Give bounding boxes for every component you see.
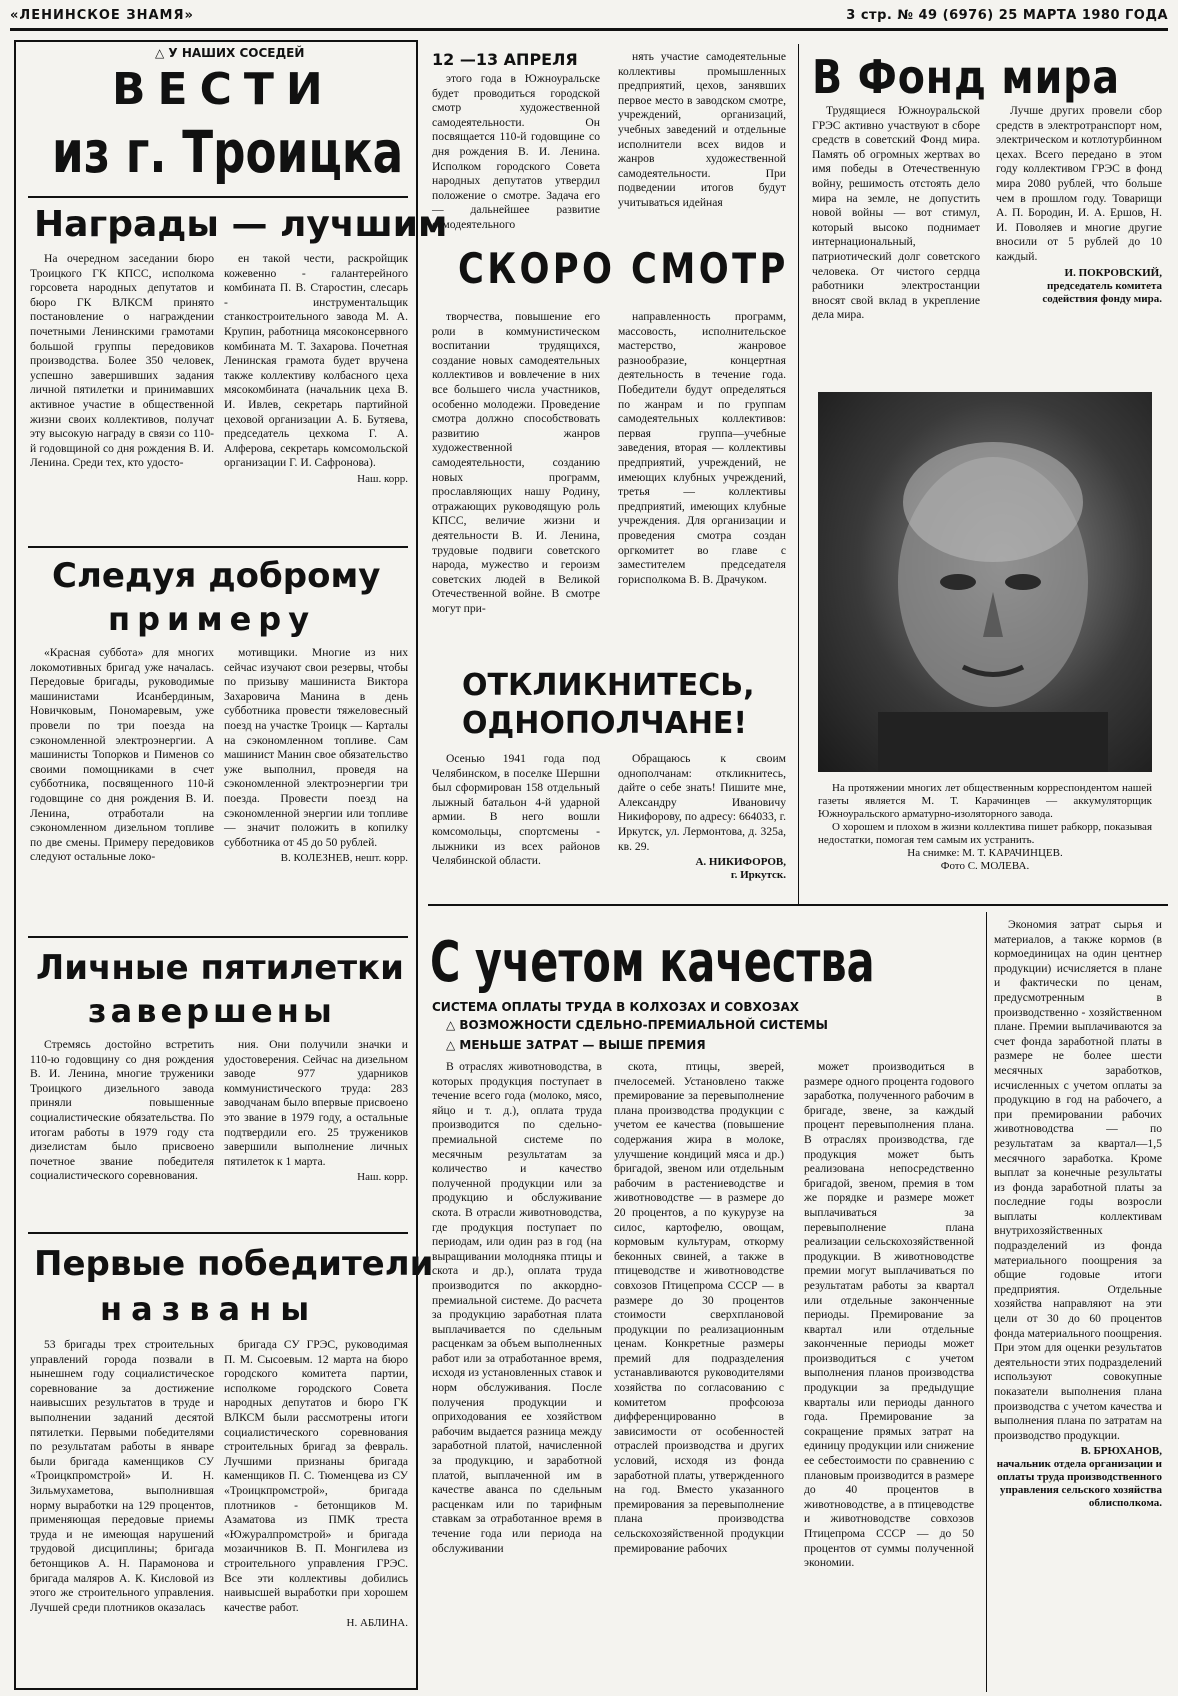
smotr-title: СКОРО СМОТР [458, 244, 789, 293]
article-title-primeru: примеру [108, 600, 317, 638]
divider [798, 44, 799, 904]
odnop-col1 [432, 752, 600, 871]
photo-caption [818, 782, 1152, 873]
signature-name: А. НИКИФОРОВ, [695, 856, 786, 869]
kach-subtitle: △ ВОЗМОЖНОСТИ СДЕЛЬНО-ПРЕМИАЛЬНОЙ СИСТЕМЫ [446, 1018, 828, 1032]
paragraph: «Красная суббота» для многих локомотивных бригад уже началась. Передовые бригады, руководимые машинистами Исанбердиным, Новичковым, Пономаревым, уже провели по три поезда на сэкономленной электроэнергии. А машинисты Топорков и Пименов со своими помощниками в счет субботника, посвященного 110-й годовщине со дня рождения В. И. Ленина, отработали на сэкономленном дизельном топливе по две смены. Примеру передовиков следуют остальные локо- [30, 646, 214, 864]
headline-troitsk: из г. Троицка [52, 118, 404, 186]
fond-col1 [812, 104, 980, 325]
divider [28, 936, 408, 938]
section-kicker: △ У НАШИХ СОСЕДЕЙ [155, 46, 305, 60]
kach-col1 [432, 1060, 602, 1558]
article-lichnye-col2 [224, 1038, 408, 1184]
paragraph: Осенью 1941 года под Челябинском, в поселке Шершни был сформирован 158 отдельный лыжный батальон 4-й ударной армии. В него вошли комсомольцы, спортсмены - лыжники из всех районов Челябинской области. [432, 752, 600, 868]
paragraph: В отраслях животноводства, в которых продукция поступает в течение всего года (молоко, мясо, яйцо и т. д.), оплата труда производится по сдельно-премиальной системе по месячным результатам за количество и качество полученной продукции или за продукцию и обслуживание скота. В отрасли животноводства, где продукция поступает по периодам, или один раз в год (на выращивании молодняка птицы и скота и др.), оплата труда производится по аккордно-премиальной системе. До расчета за продукцию заработная плата выплачивается по сдельным расценкам за объем выполненных работ или за отработанное время, исходя из установленных ставок и норм обслуживания. После получения продукции и оприходования ее хозяйством рабочим выдается разница между заработной платой, начисленной за продукцию, и заработной платой, выплаченной им в качестве аванса по сдельным расценкам или по тарифным ставкам за отработанное время в течение года или периода на обслуживании [432, 1060, 602, 1555]
odnop-title1: ОТКЛИКНИТЕСЬ, [462, 668, 755, 703]
paragraph: Стремясь достойно встретить 110-ю годовщину со дня рождения В. И. Ленина, многие труженики Троицкого дизельного завода приняли повышенные социалистические обязательства. По итогам работы в 1979 году ста дизелистам было присвоено почетное звание победителя социалистического соревнования. [30, 1038, 214, 1183]
caption-text: О хорошем и плохом в жизни коллектива пишет рабкорр, показывая недостатки, помогая тем самым их устранить. [818, 821, 1152, 846]
paragraph: может производиться в размере одного процента годового заработка, полученного рабочим в бригаде, звене, за каждый процент перевыполнения плана. В отраслях производства, где продукция может быть реализована непосредственно бригадой, звеном, премия в том же порядке и размере может выплачиваться за перевыполнение плана реализации сельскохозяйственной продукции. В животноводстве премии могут выплачиваться по результатам работы за квартал или отдельные законченные периоды. Премирование за квартал или отдельные законченные периоды может производиться с учетом выполнения планов производства продукции за предыдущие кварталы или периоды данного года. Премирование за сокращение прямых затрат на единицу продукции или снижение ее себестоимости по сравнению с плановым производится в размере до 40 процентов в животноводстве, а в птицеводстве и животноводстве совхозов Птицепрома СССР — до 50 процентов от суммы полученной экономии. [804, 1060, 974, 1570]
issue-info: 3 стр. № 49 (6976) 25 МАРТА 1980 ГОДА [846, 8, 1168, 23]
signature-role: начальник отдела организации и оплаты труда производственного управления сельского хозяйства облисполкома. [996, 1458, 1162, 1510]
byline: Наш. корр. [357, 1171, 408, 1184]
paragraph: бригада СУ ГРЭС, руководимая П. М. Сысоевым. 12 марта на бюро городского комитета партии, исполкоме городского Совета народных депутатов и бюро ГК ВЛКСМ были рассмотрены итоги социалистического соревнования строительных бригад за февраль. Лучшими признаны бригада каменщиков П. С. Тюменцева из СУ «Троицкпромстрой», бригада плотников - бетонщиков М. Азаматова из ПМК треста «Южуралпромстрой» и бригада мозаичников В. П. Монгилева из строительного управления ГРЭС. Все эти коллективы добились наивысшей выработки при хорошем качестве работ. [224, 1338, 408, 1614]
article-title-pervye: Первые победители [34, 1244, 434, 1284]
article-sleduya-col1 [30, 646, 214, 867]
paragraph: мотивщики. Многие из них сейчас изучают свои резервы, чтобы по призыву машиниста Виктора Захаровича Манина в день субботника провести тяжеловесный поезд на участке Троицк — Карталы на сэкономленном топливе. Сам машинист Манин свое обязательство уже выполнил, проведя на сэкономленной электроэнергии три поезда. Провести поезд на сэкономленной энергии или топливе — значит положить в копилку субботника от 45 до 50 рублей. [224, 646, 408, 849]
article-pervye-col2 [224, 1338, 408, 1630]
article-title-nazvany: названы [100, 1290, 319, 1328]
paragraph: творчества, повышение его роли в коммунистическом воспитании трудящихся, создание новых самодеятельных коллективов и вовлечение в них все большего числа участников, особенно молодежи. Проведение смотра должно способствовать развитию жанров художественной самодеятельности, созданию новых программ, прославляющих нашу Родину, отражающих руководящую роль КПСС, величие жизни и деятельности В. И. Ленина, трудовые подвиги советского народа, мужество и героизм советских людей в Великой Отечественной войне. В смотре могут при- [432, 310, 600, 615]
smotr-top-col2 [618, 50, 786, 213]
article-title-nagrady: Награды — лучшим [34, 204, 448, 245]
byline [994, 1445, 1162, 1510]
portrait-photo [818, 392, 1152, 772]
paragraph: Экономия затрат сырья и материалов, а также кормов (в кормоединицах на один центнер продукции) исчисляется в плане и фактически по ценам, предусмотренным в производственно - хозяйственном плане. Премии выплачиваются за счет фонда заработной платы в размере не более шести месячных заработков, исчисленных с учетом оплаты за продукцию в год на рабочего, а при премировании рабочих животноводства — по результатам за квартал—1,5 месячного заработка. Кроме выплат за конечные результаты из фонда заработной платы за последние годы возросли выплаты коллективам внутрихозяйственных подразделений из фонда материального поощрения за общие годовые итоги предприятия. Отдельные хозяйства направляют на эти цели от 30 до 60 процентов фонда материального поощрения. При этом для оценки результатов деятельности этих подразделений используют совокупные показатели выполнения плана производства с учетом качества и выполнения плана по затратам на производство продукции. [994, 918, 1162, 1442]
signature-name: И. ПОКРОВСКИЙ, [1064, 266, 1162, 279]
smotr-top-col1 [432, 72, 600, 235]
odnop-col2 [618, 752, 786, 882]
masthead [10, 6, 1168, 31]
paragraph: Обращаюсь к своим однополчанам: откликнитесь, дайте о себе знать! Пишите мне, Александру Ивановичу Никифорову, по адресу: 664033, г. Иркутск, ул. Лермонтова, д. 325а, кв. 29. [618, 752, 786, 853]
fond-col2 [996, 104, 1162, 306]
article-pervye-col1 [30, 1338, 214, 1617]
signature-role: председатель комитета содействия фонду мира. [1042, 279, 1162, 305]
smotr-date: 12 —13 АПРЕЛЯ [432, 50, 578, 69]
divider [986, 912, 987, 1692]
kach-col3 [804, 1060, 974, 1573]
kach-col4 [994, 918, 1162, 1510]
portrait-image [818, 392, 1152, 772]
paragraph: 53 бригады трех строительных управлений города позвали в нынешнем году социалистическое соревнование за достижение наивысших результатов в труде и выполнении заданий десятой пятилетки. Первыми победителями по результатам работы в январе были бригада каменщиков СУ «Троицкпромстрой» И. Н. Зильмухаметова, выполнившая норму выработки на 129 процентов, применяющая передовые приемы труда и не имеющая нарушений трудовой дисциплины; бригада бетонщиков А. Н. Парамонова и бригада маляров А. К. Кисловой из этого же строительного управления. Лучшей среди плотников оказалась [30, 1338, 214, 1614]
smotr-col1 [432, 310, 600, 618]
article-title-sleduya: Следуя доброму [52, 556, 381, 596]
divider [428, 904, 1168, 906]
article-lichnye-col1 [30, 1038, 214, 1186]
signature-place: г. Иркутск. [730, 869, 786, 882]
paragraph: этого года в Южноуральске будет проводиться городской смотр художественной самодеятельности. Он посвящается 110-й годовщине со дня рождения В. И. Ленина. Исполком городского Совета народных депутатов утвердил положение о смотре. Задача его — дальнейшее развитие самодеятельного [432, 72, 600, 231]
article-sleduya-col2 [224, 646, 408, 865]
caption-subject: На снимке: М. Т. КАРАЧИНЦЕВ. [907, 847, 1063, 859]
kach-subtitle: СИСТЕМА ОПЛАТЫ ТРУДА В КОЛХОЗАХ И СОВХОЗАХ [432, 1000, 800, 1014]
kach-subtitle: △ МЕНЬШЕ ЗАТРАТ — ВЫШЕ ПРЕМИЯ [446, 1038, 706, 1052]
divider [28, 1232, 408, 1234]
article-title-lichnye: Личные пятилетки [36, 948, 404, 988]
paragraph: Трудящиеся Южноуральской ГРЭС активно участвуют в сборе средств в советский Фонд мира. Память об огромных жертвах во имя победы в Отечественную войну, решимость отстоять дело мира на земле, не допустить новой войны — вот стимул, который высоко поднимает интернациональный, патриотический долг советского человека. От чистого сердца работники электростанции вносят свой вклад в укрепление дела мира. [812, 104, 980, 322]
paragraph: ния. Они получили значки и удостоверения. Сейчас на дизельном заводе 977 ударников коммунистического труда: 283 заводчанам было впервые присвоено это звание в 1979 году, а остальные подтвердили его. 25 тружеников завершили выполнение личных пятилеток к 1 марта. [224, 1038, 408, 1168]
paragraph: нять участие самодеятельные коллективы промышленных предприятий, цехов, занявших первое место в заводском смотре, учреждений, организаций, учебных заведений и отдельные исполнители всех видов и жанров художественной самодеятельности. При подведении итогов будут учитываться идейная [618, 50, 786, 209]
byline: В. КОЛЕЗНЕВ, нешт. корр. [280, 852, 408, 865]
fond-title: В Фонд мира [812, 50, 1120, 104]
paragraph: скота, птицы, зверей, пчелосемей. Установлено также премирование за перевыполнение плана производства продукции с учетом ее качества (повышение содержания жира в молоке, улучшение кондиций мяса и др.) бригадой, звеном или отдельным рабочим в растениеводстве и животноводстве — в размере до 20 процентов, а по кукурузе на силос, картофелю, овощам, кормовым культурам, откорму беконных свиней, а также в птицеводстве и животноводстве совхозов Птицепрома СССР — в размере до 30 процентов стоимости сверхплановой продукции по реализационным ценам. Конкретные размеры премий для подразделения устанавливаются руководителями хозяйства по согласованию с комитетом профсоюза дифференцированно в зависимости от особенностей отраслей производства и других условий, исходя из фонда заработной платы, утвержденного на год. Вместо указанного премирования за перевыполнение плана производства сельскохозяйственной продукции премирование рабочих [614, 1060, 784, 1555]
headline-vesti: ВЕСТИ [112, 64, 335, 115]
byline [618, 856, 786, 882]
caption-text: На протяжении многих лет общественным корреспондентом нашей газеты является М. Т. Карачинцев — аккумуляторщик Южноуральского арматурно-изоляторного завода. [818, 782, 1152, 820]
paper-name: «ЛЕНИНСКОЕ ЗНАМЯ» [10, 8, 194, 23]
photo-credit: Фото С. МОЛЕВА. [940, 860, 1030, 872]
divider [28, 546, 408, 548]
kach-title: С учетом качества [430, 930, 875, 995]
divider [28, 196, 408, 198]
paragraph: На очередном заседании бюро Троицкого ГК КПСС, исполкома горсовета народных депутатов и бюро ГК ВЛКСМ принято постановление о награждении почетными Ленинскими грамотами большой группы передовиков производства. Более 350 человек, успешно завершивших задания личной пятилетки и принимавших активное участие в общественной жизни своих коллективов, получат эту высокую награду в связи со 110-й годовщиной со дня рождения В. И. Ленина. Среди тех, кто удосто- [30, 252, 214, 470]
signature-name: В. БРЮХАНОВ, [1080, 1445, 1162, 1458]
byline: Наш. корр. [357, 472, 408, 485]
article-nagrady-col2 [224, 252, 408, 486]
byline: Н. АБЛИНА. [346, 1617, 408, 1630]
byline [996, 267, 1162, 306]
paragraph: ен такой чести, раскройщик кожевенно - галантерейного комбината П. В. Старостин, слесарь - инструментальщик станкостроительного завода М. А. Крупин, работница мясоконсервного комбината М. Т. Захарова. Почетная Ленинская грамота будет вручена также коллективу колбасного цеха мясокомбината (начальник цеха В. И. Ивлев, секретарь партийной цеховой организации А. Б. Бутяева, председатель цехкома Г. А. Алферова, секретарь комсомольской организации Г. И. Сафронова). [224, 252, 408, 470]
article-title-zaversheny: завершены [88, 992, 336, 1030]
paragraph: Лучше других провели сбор средств в электротранспорт ном, электрическом и котлотурбинном цехах. Всего передано в этом году коллективом ГРЭС в фонд мира 2080 рублей, что больше чем в прошлом году. Товарищи А. П. Бородин, И. А. Ершов, Н. И. Поволяев и многие другие вносили от 5 рублей до 10 каждый. [996, 104, 1162, 263]
article-nagrady-col1 [30, 252, 214, 473]
kach-col2 [614, 1060, 784, 1558]
odnop-title2: ОДНОПОЛЧАНЕ! [462, 706, 748, 741]
paragraph: направленность программ, массовость, исполнительское мастерство, жанровое разнообразие, концертная деятельность в течение года. Победители будут определяться по жанрам и по группам самодеятельных коллективов: первая группа—учебные заведения, вторая — коллективы предприятий, учреждений, не имеющих клубных учреждений, третья — коллективы предприятий, имеющих клубные учреждения. Для организации и проведения смотра создан оргкомитет во главе с заместителем председателя горисполкома В. В. Драчуком. [618, 310, 786, 586]
smotr-col2 [618, 310, 786, 589]
